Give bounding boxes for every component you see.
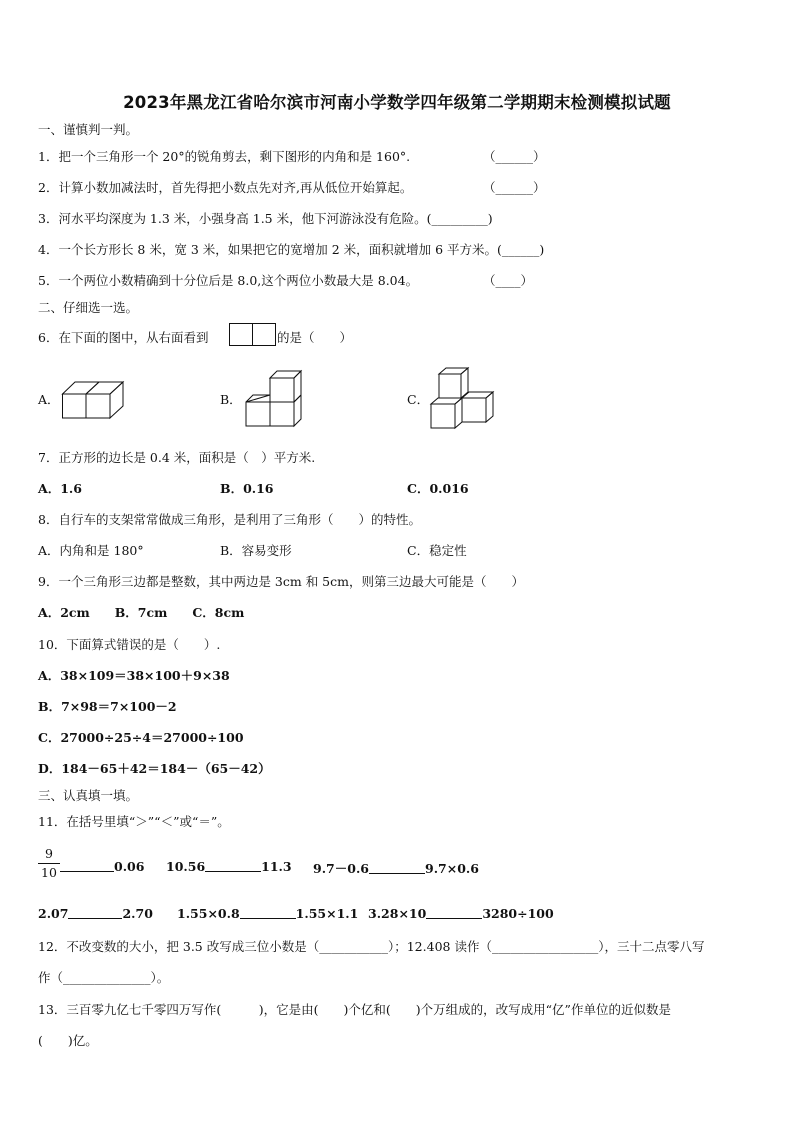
cube-figure-c (430, 366, 500, 432)
question-11: 11．在括号里填“＞”“＜”或“＝”。 (38, 814, 230, 829)
answer-blank-2[interactable]: （______） (483, 180, 546, 195)
compare-blank[interactable] (205, 859, 261, 872)
question-12-line2: 作（______________）。 (38, 970, 170, 985)
option-6c-label[interactable]: C． (407, 392, 430, 407)
question-7: 7．正方形的边长是 0.4 米，面积是（ ）平方米. (38, 450, 316, 465)
compare-blank[interactable] (426, 906, 482, 919)
cube-figure-a (62, 378, 128, 420)
compare-row1-b: 10.56 11.3 (166, 859, 292, 874)
question-10: 10．下面算式错误的是（ ）. (38, 637, 221, 652)
answer-blank-1[interactable]: （______） (483, 149, 546, 164)
option-7c[interactable]: C．0.016 (407, 481, 469, 496)
compare-blank[interactable] (369, 861, 425, 874)
compare-blank[interactable] (68, 906, 122, 919)
answer-blank-5[interactable]: （____） (483, 273, 534, 288)
compare-row2-b: 1.55×0.8 1.55×1.1 (177, 906, 359, 921)
question-1: 1．把一个三角形一个 20°的锐角剪去，剩下图形的内角和是 160°. (38, 149, 411, 164)
page-title: 2023年黑龙江省哈尔滨市河南小学数学四年级第二学期期末检测模拟试题 (123, 93, 671, 112)
question-6-part1: 6．在下面的图中，从右面看到 (38, 330, 209, 345)
fraction-denominator: 10 (41, 865, 57, 880)
section-heading-judge: 一、谨慎判一判。 (38, 122, 139, 137)
question-12-line1: 12．不改变数的大小，把 3.5 改写成三位小数是（___________）；12.408 读作（_________________），三十二点零八写 (38, 939, 705, 954)
option-10a[interactable]: A．38×109＝38×100＋9×38 (38, 668, 230, 683)
question-13-line2: ( )亿。 (38, 1033, 98, 1048)
cube-figure-b (245, 369, 305, 429)
right-view-figure (229, 323, 277, 347)
option-6b-label[interactable]: B． (220, 392, 242, 407)
options-9[interactable]: A．2cm B．7cm C．8cm (38, 605, 245, 620)
compare-row1-c: 9.7－0.6 9.7×0.6 (313, 861, 479, 876)
compare-row1-a: 0.06 (60, 859, 144, 874)
question-13-line1: 13．三百零九亿七千零四万写作( )，它是由( )个亿和( )个万组成的，改写成用“亿”作单位的近似数是 (38, 1002, 671, 1017)
compare-row2-a: 2.07 2.70 (38, 906, 153, 921)
compare-blank[interactable] (60, 859, 114, 872)
option-10d[interactable]: D．184－65＋42＝184－（65－42） (38, 761, 271, 776)
fraction-numerator: 9 (45, 846, 53, 861)
option-7b[interactable]: B．0.16 (220, 481, 274, 496)
question-6-part2: 的是（ ） (277, 330, 353, 345)
question-4: 4．一个长方形长 8 米，宽 3 米，如果把它的宽增加 2 米，面积就增加 6 平方米。(______) (38, 242, 545, 257)
question-8: 8．自行车的支架常常做成三角形，是利用了三角形（ ）的特性。 (38, 512, 421, 527)
question-5: 5．一个两位小数精确到十分位后是 8.0,这个两位小数最大是 8.04。 (38, 273, 419, 288)
option-8b[interactable]: B．容易变形 (220, 543, 292, 558)
section-heading-choose: 二、仔细选一选。 (38, 300, 139, 315)
option-10c[interactable]: C．27000÷25÷4＝27000÷100 (38, 730, 244, 745)
section-heading-fill: 三、认真填一填。 (38, 788, 139, 803)
question-3: 3．河水平均深度为 1.3 米，小强身高 1.5 米，他下河游泳没有危险。(_________) (38, 211, 493, 226)
option-6a-label[interactable]: A． (38, 392, 60, 407)
fraction-nine-tenths (38, 846, 60, 881)
option-7a[interactable]: A．1.6 (38, 481, 82, 496)
option-8c[interactable]: C．稳定性 (407, 543, 467, 558)
option-8a[interactable]: A．内角和是 180° (38, 543, 144, 558)
compare-row2-c: 3.28×10 3280÷100 (368, 906, 554, 921)
compare-blank[interactable] (240, 906, 296, 919)
question-2: 2．计算小数加减法时，首先得把小数点先对齐,再从低位开始算起。 (38, 180, 413, 195)
question-9: 9．一个三角形三边都是整数，其中两边是 3cm 和 5cm，则第三边最大可能是（ ） (38, 574, 524, 589)
option-10b[interactable]: B．7×98＝7×100－2 (38, 699, 177, 714)
